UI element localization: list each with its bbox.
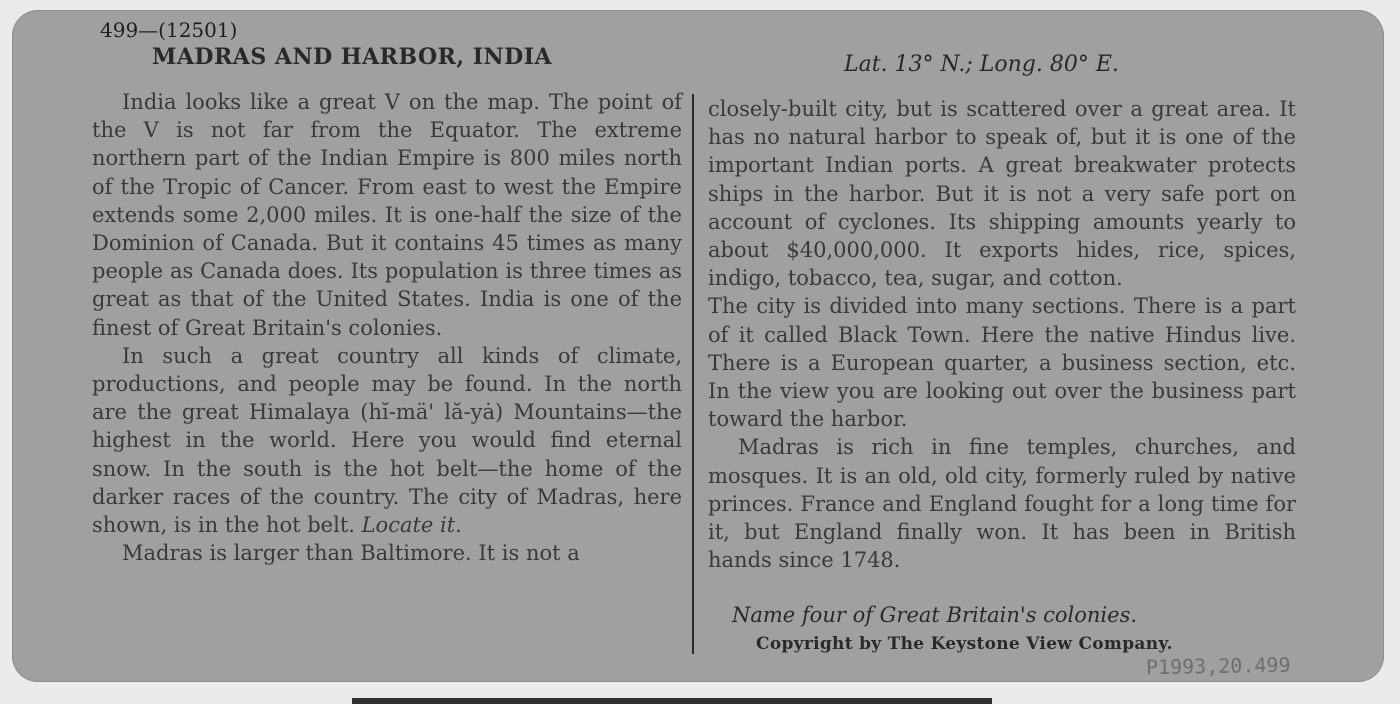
card-title: MADRAS AND HARBOR, INDIA xyxy=(152,44,553,70)
left-paragraph-1: India looks like a great V on the map. The point of the V is not far from the Equator. The extreme northern part of the Indian Empire is 800 miles north of the Tropic of Cancer. From east to west the Empire extends some 2,000 miles. It is one-half the size of the Dominion of Canada. But it contains 45 times as many people as Canada does. Its population is three times as great as that of the United States. India is one of the finest of Great Britain's colonies. xyxy=(92,90,682,340)
left-paragraph-2-text: In such a great country all kinds of climate, productions, and people may be found. In the north are the great Himalaya (hĭ-mä' lă-yȧ) Mountains—the highest in the world. Here you would find eternal snow. In the south is the hot belt—the home of the darker races of the country. The city of Madras, here shown, is in the hot belt. xyxy=(92,343,682,538)
question-text: Name four of Great Britain's colonies. xyxy=(732,603,1138,627)
lat-long: Lat. 13° N.; Long. 80° E. xyxy=(844,52,1119,77)
bottom-strip xyxy=(352,698,992,704)
right-paragraph-1: closely-built city, but is scattered over a great area. It has no natural harbor to speak of, but it is one of the important Indian ports. A great breakwater protects ships in the harbor. But it is not a very safe port on account of cyclones. Its shipping amounts yearly to about $40,000,000. It exports hides, rice, spices, indigo, tobacco, tea, sugar, and cotton. xyxy=(708,97,1296,291)
copyright-line: Copyright by The Keystone View Company. xyxy=(756,634,1173,654)
right-paragraph-3: Madras is rich in fine temples, churches, and mosques. It is an old, old city, formerly ruled by native princes. France and England fought for a long time for it, but England finally won. It has been in British hands since 1748. xyxy=(708,435,1296,573)
left-column xyxy=(92,88,682,567)
accession-number: P1993,20.499 xyxy=(1145,652,1291,680)
left-paragraph-3: Madras is larger than Baltimore. It is not a xyxy=(122,541,580,566)
left-paragraph-2 xyxy=(92,342,682,539)
right-column xyxy=(708,95,1296,574)
column-divider xyxy=(692,94,694,654)
locate-it: Locate it. xyxy=(361,513,462,538)
right-paragraph-2: The city is divided into many sections. There is a part of it called Black Town. Here the native Hindus live. There is a European quarter, a business section, etc. In the view you are looking out over the business part toward the harbor. xyxy=(708,294,1296,432)
card-number: 499—(12501) xyxy=(100,18,238,42)
